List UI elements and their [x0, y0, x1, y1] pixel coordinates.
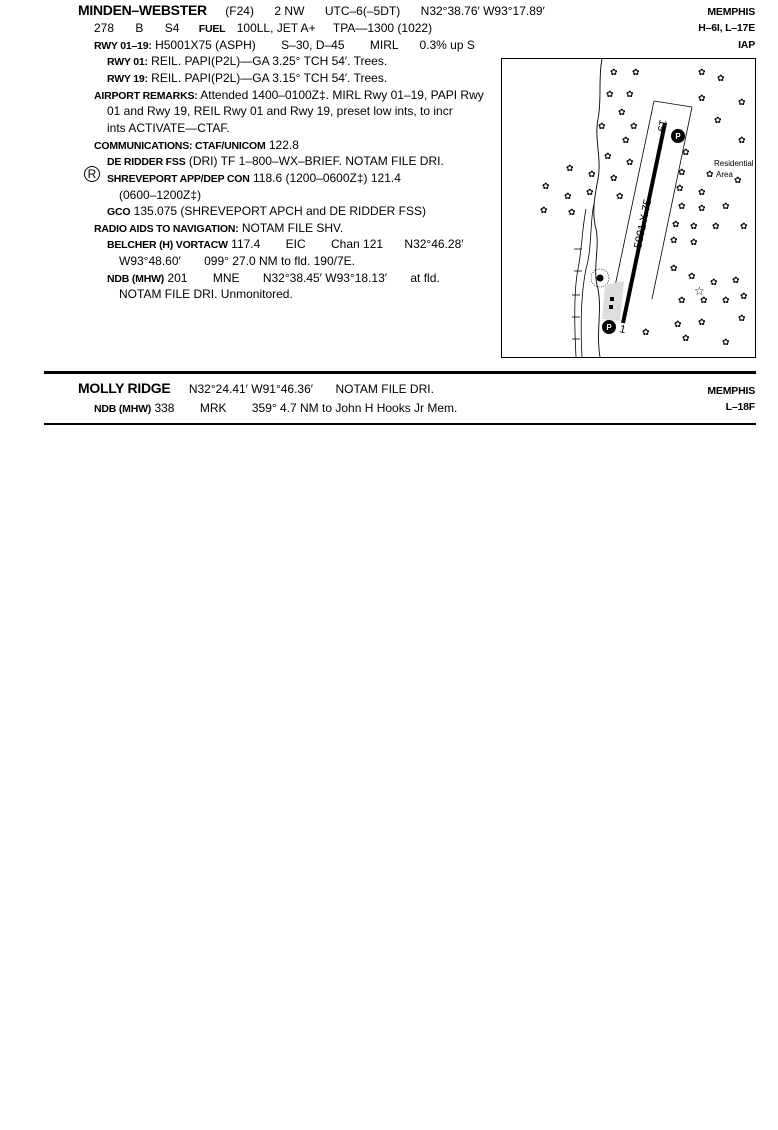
elevation: 278	[94, 21, 115, 35]
tree-icon: ✿	[700, 296, 708, 306]
ndb-location: at fld.	[410, 271, 440, 285]
gco-label: GCO	[107, 206, 131, 218]
tree-icon: ✿	[722, 338, 730, 348]
tree-icon: ✿	[738, 136, 746, 146]
airport-utc: UTC–6(–5DT)	[324, 4, 401, 18]
runway-01-label: RWY 01:	[107, 56, 148, 68]
ndb-line-molly	[94, 401, 457, 415]
runway-dims-label: 5001 X 75	[632, 198, 655, 250]
airport-id: (F24)	[225, 4, 254, 18]
tree-icon: ✿	[626, 158, 634, 168]
entry-minden-header	[78, 2, 545, 20]
tree-icon: ✿	[738, 98, 746, 108]
fss-label: DE RIDDER FSS	[107, 156, 186, 168]
approach-line-1	[107, 171, 401, 185]
fuel-label: FUEL	[198, 23, 226, 35]
airport-line2	[94, 21, 432, 35]
vortac-label: BELCHER (H) VORTACW	[107, 239, 228, 251]
region-label-2: MEMPHIS	[707, 385, 755, 397]
runway-0119-dims: H5001X75 (ASPH)	[155, 38, 256, 52]
tree-line	[594, 59, 602, 357]
tree-icon: ✿	[740, 292, 748, 302]
region-label: MEMPHIS	[707, 6, 755, 18]
tree-icon: ✿	[672, 220, 680, 230]
vortac-line-1	[107, 237, 464, 251]
radar-symbol: R	[84, 166, 100, 182]
tree-icon: ✿	[740, 222, 748, 232]
ndb-id: MNE	[212, 271, 240, 285]
tree-icon: ✿	[610, 174, 618, 184]
runway-19-label: RWY 19:	[107, 73, 148, 85]
approach-label: SHREVEPORT APP/DEP CON	[107, 173, 250, 185]
tree-icon: ✿	[678, 202, 686, 212]
chart-refs: H–6I, L–17E	[698, 22, 755, 34]
hangar-1	[610, 297, 614, 301]
tree-icon: ✿	[698, 318, 706, 328]
vortac-id: EIC	[285, 237, 306, 251]
airport-diagram	[501, 58, 756, 358]
runway-19-info: REIL. PAPI(P2L)—GA 3.15° TCH 54′. Trees.	[151, 71, 388, 85]
tree-icon: ✿	[698, 204, 706, 214]
tree-icon: ✿	[698, 94, 706, 104]
tree-icon: ✿	[568, 208, 576, 218]
runway-01-line	[107, 54, 387, 68]
fss-line	[107, 154, 444, 168]
ndb-info-2: 359° 4.7 NM to John H Hooks Jr Mem.	[251, 401, 458, 415]
approach-freq-2: (0600–1200Z‡)	[119, 188, 202, 202]
tree-icon: ✿	[586, 188, 594, 198]
tree-icon: ✿	[632, 68, 640, 78]
tree-icon: ✿	[690, 238, 698, 248]
airport-notam-2: NOTAM FILE DRI.	[335, 382, 434, 396]
vortac-freq: 117.4	[231, 237, 261, 251]
communications-label: COMMUNICATIONS: CTAF/UNICOM	[94, 140, 266, 152]
beacon-icon	[597, 275, 604, 282]
ndb-freq: 201	[167, 271, 188, 285]
airport-name: MINDEN–WEBSTER	[78, 2, 207, 18]
tree-icon: ✿	[734, 176, 742, 186]
fuel-grade: S4	[164, 21, 180, 35]
fence-ticks	[572, 249, 582, 339]
ndb-line-1	[107, 271, 440, 285]
remarks-label: AIRPORT REMARKS:	[94, 90, 198, 102]
ndb-freq-2: 338	[154, 401, 175, 415]
tree-icon: ✿	[714, 116, 722, 126]
vortac-lon: W93°48.60′	[119, 254, 181, 268]
runway-0119-label: RWY 01–19:	[94, 40, 152, 52]
tree-icon: ✿	[682, 334, 690, 344]
runway-01-info: REIL. PAPI(P2L)—GA 3.25° TCH 54′. Trees.	[151, 54, 388, 68]
tree-icon: ✿	[738, 314, 746, 324]
entry-molly-header	[78, 380, 434, 398]
ndb-id-2: MRK	[199, 401, 227, 415]
tree-icon: ✿	[688, 272, 696, 282]
obstruction-star-icon: ☆	[694, 284, 705, 298]
section-bottom-rule	[44, 423, 756, 425]
tree-icon: ✿	[717, 74, 725, 84]
road-2	[575, 209, 586, 357]
tpa: TPA—1300 (1022)	[332, 21, 433, 35]
gco-info: 135.075 (SHREVEPORT APCH and DE RIDDER FSS)	[133, 204, 427, 218]
iap-label: IAP	[738, 39, 755, 51]
tree-icon: ✿	[678, 296, 686, 306]
tree-icon: ✿	[676, 184, 684, 194]
runway-0119-gradient: 0.3% up S	[419, 38, 475, 52]
airport-distance: 2 NW	[274, 4, 305, 18]
tree-icon: ✿	[616, 192, 624, 202]
remarks-line-1	[94, 88, 484, 102]
residential-label-1: Residential	[714, 159, 754, 168]
tree-icon: ✿	[564, 192, 572, 202]
airport-name-2: MOLLY RIDGE	[78, 380, 171, 396]
airport-coords: N32°38.76′ W93°17.89′	[420, 4, 545, 18]
ctaf-frequency: 122.8	[268, 138, 299, 152]
runway-end-01: 1	[618, 323, 627, 337]
remarks-text-1: Attended 1400–0100Z‡. MIRL Rwy 01–19, PAPI Rwy	[200, 88, 484, 102]
vortac-channel: Chan 121	[331, 237, 384, 251]
gco-line	[107, 204, 426, 218]
tree-icon: ✿	[588, 170, 596, 180]
hangar-2	[609, 305, 613, 309]
papi-19-letter: P	[675, 132, 681, 141]
airport-coords-2: N32°24.41′ W91°46.36′	[188, 382, 314, 396]
tree-icon: ✿	[626, 90, 634, 100]
communications-line	[94, 138, 299, 152]
runway-0119-strength: S–30, D–45	[281, 38, 345, 52]
tree-icon: ✿	[690, 222, 698, 232]
beacon: B	[135, 21, 144, 35]
ndb-label: NDB (MHW)	[107, 273, 165, 285]
airport-diagram-svg	[502, 59, 755, 357]
remarks-text-2: 01 and Rwy 19, REIL Rwy 01 and Rwy 19, preset low ints, to incr	[107, 104, 453, 118]
tree-icon: ✿	[630, 122, 638, 132]
tree-icon: ✿	[604, 152, 612, 162]
runway-0119-line	[94, 38, 475, 52]
tree-icon: ✿	[698, 68, 706, 78]
runway-0119-lights: MIRL	[369, 38, 399, 52]
tree-icon: ✿	[682, 148, 690, 158]
vortac-line-2	[119, 254, 355, 268]
tree-icon: ✿	[674, 320, 682, 330]
tree-icon: ✿	[732, 276, 740, 286]
tree-icon: ✿	[722, 296, 730, 306]
tree-icon: ✿	[606, 90, 614, 100]
tree-icon: ✿	[610, 68, 618, 78]
tree-icon: ✿	[598, 122, 606, 132]
vortac-lat: N32°46.28′	[404, 237, 464, 251]
runway-end-19: 19	[654, 118, 669, 133]
tree-icon: ✿	[706, 170, 714, 180]
tree-icon: ✿	[670, 236, 678, 246]
radio-aids-info: NOTAM FILE SHV.	[241, 221, 344, 235]
tree-icon: ✿	[722, 202, 730, 212]
tree-icon: ✿	[618, 108, 626, 118]
ndb-label-2: NDB (MHW)	[94, 403, 152, 415]
chart-refs-2: L–18F	[725, 401, 755, 413]
tree-icon: ✿	[540, 206, 548, 216]
tree-icon: ✿	[670, 264, 678, 274]
radio-aids-label: RADIO AIDS TO NAVIGATION:	[94, 223, 239, 235]
tree-icon: ✿	[710, 278, 718, 288]
residential-label-2: Area	[716, 170, 733, 179]
section-divider	[44, 371, 756, 374]
vortac-bearing: 099° 27.0 NM to fld. 190/7E.	[204, 254, 355, 268]
runway-19-line	[107, 71, 387, 85]
papi-01-letter: P	[606, 323, 612, 332]
ndb-line-2: NOTAM FILE DRI. Unmonitored.	[119, 287, 293, 301]
fss-info: (DRI) TF 1–800–WX–BRIEF. NOTAM FILE DRI.	[188, 154, 444, 168]
fuel-types: 100LL, JET A+	[236, 21, 316, 35]
radio-aids-line	[94, 221, 343, 235]
tree-icon: ✿	[642, 328, 650, 338]
ndb-position: N32°38.45′ W93°18.13′	[262, 271, 388, 285]
remarks-text-3: ints ACTIVATE—CTAF.	[107, 121, 230, 135]
tree-icon: ✿	[678, 168, 686, 178]
tree-icon: ✿	[542, 182, 550, 192]
approach-freq-1: 118.6 (1200–0600Z‡) 121.4	[252, 171, 401, 185]
tree-icon: ✿	[566, 164, 574, 174]
tree-icon: ✿	[698, 188, 706, 198]
tree-icon: ✿	[712, 222, 720, 232]
tree-icon: ✿	[622, 136, 630, 146]
